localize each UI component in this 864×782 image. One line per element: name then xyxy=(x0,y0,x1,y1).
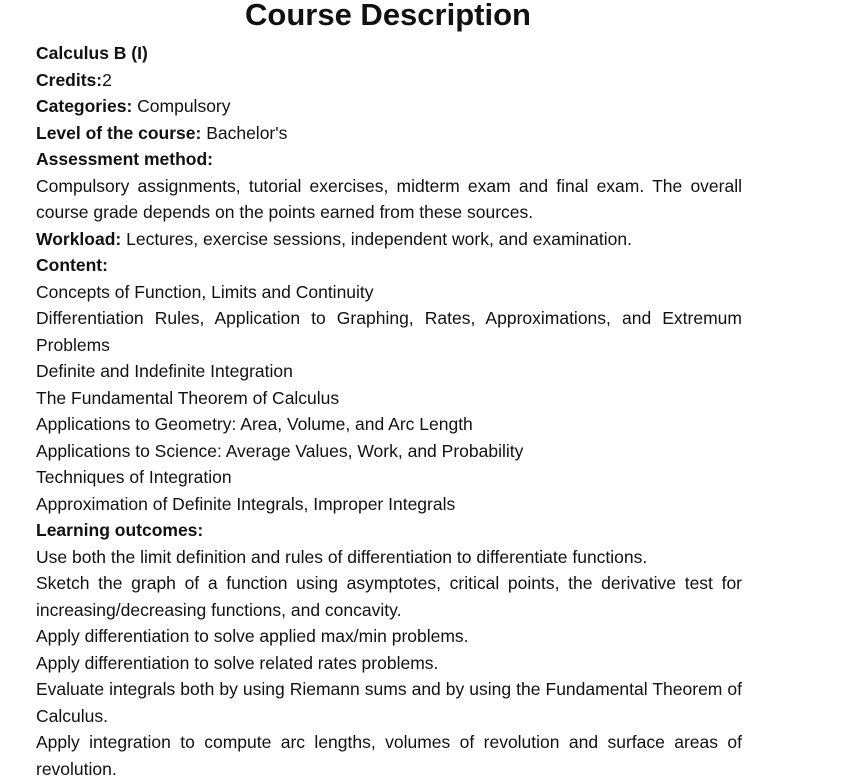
page-title: Course Description xyxy=(245,0,531,32)
course-name: Calculus B (I) xyxy=(36,43,148,63)
assessment-heading: Assessment method: xyxy=(36,149,213,169)
assessment-text: Compulsory assignments, tutorial exercises, midterm exam and final exam. The overall course grade depends on the points earned from these sources. xyxy=(36,175,742,222)
categories-value: Compulsory xyxy=(132,96,231,116)
workload-value: Lectures, exercise sessions, independent work, and examination. xyxy=(121,228,632,249)
outcome-item: Use both the limit definition and rules of differentiation to differentiate functions. xyxy=(36,546,648,567)
outcome-item: Sketch the graph of a function using asymptotes, critical points, the derivative test for increasing/decreasing functions, and concavity. xyxy=(36,573,742,620)
level-row xyxy=(36,120,742,147)
credits-label: Credits: xyxy=(36,69,103,90)
content-item: Definite and Indefinite Integration xyxy=(36,361,293,381)
content-item: The Fundamental Theorem of Calculus xyxy=(36,387,340,408)
categories-row xyxy=(36,93,742,120)
content-item: Differentiation Rules, Application to Graphing, Rates, Approximations, and Extremum Problems xyxy=(36,308,742,355)
learning-outcomes-heading: Learning outcomes: xyxy=(36,520,204,540)
course-description-body xyxy=(36,40,742,782)
credits-value: 2 xyxy=(102,69,112,90)
content-item: Applications to Science: Average Values, Work, and Probability xyxy=(36,440,524,461)
content-item: Techniques of Integration xyxy=(36,467,232,487)
content-item: Approximation of Definite Integrals, Improper Integrals xyxy=(36,493,456,514)
content-heading: Content: xyxy=(36,255,108,275)
categories-label: Categories: xyxy=(36,96,133,116)
outcome-item: Apply differentiation to solve applied max/min problems. xyxy=(36,626,469,646)
level-label: Level of the course: xyxy=(36,122,202,143)
content-item: Concepts of Function, Limits and Continuity xyxy=(36,281,374,302)
outcome-item: Apply integration to compute arc lengths, volumes of revolution and surface areas of revolution. xyxy=(36,732,742,779)
outcome-item: Evaluate integrals both by using Riemann sums and by using the Fundamental Theorem of Calculus. xyxy=(36,679,742,726)
credits-row xyxy=(36,67,742,94)
content-item: Applications to Geometry: Area, Volume, and Arc Length xyxy=(36,414,473,434)
workload-label: Workload: xyxy=(36,228,122,249)
outcome-item: Apply differentiation to solve related rates problems. xyxy=(36,652,439,673)
workload-row xyxy=(36,226,742,253)
level-value: Bachelor's xyxy=(201,122,288,143)
